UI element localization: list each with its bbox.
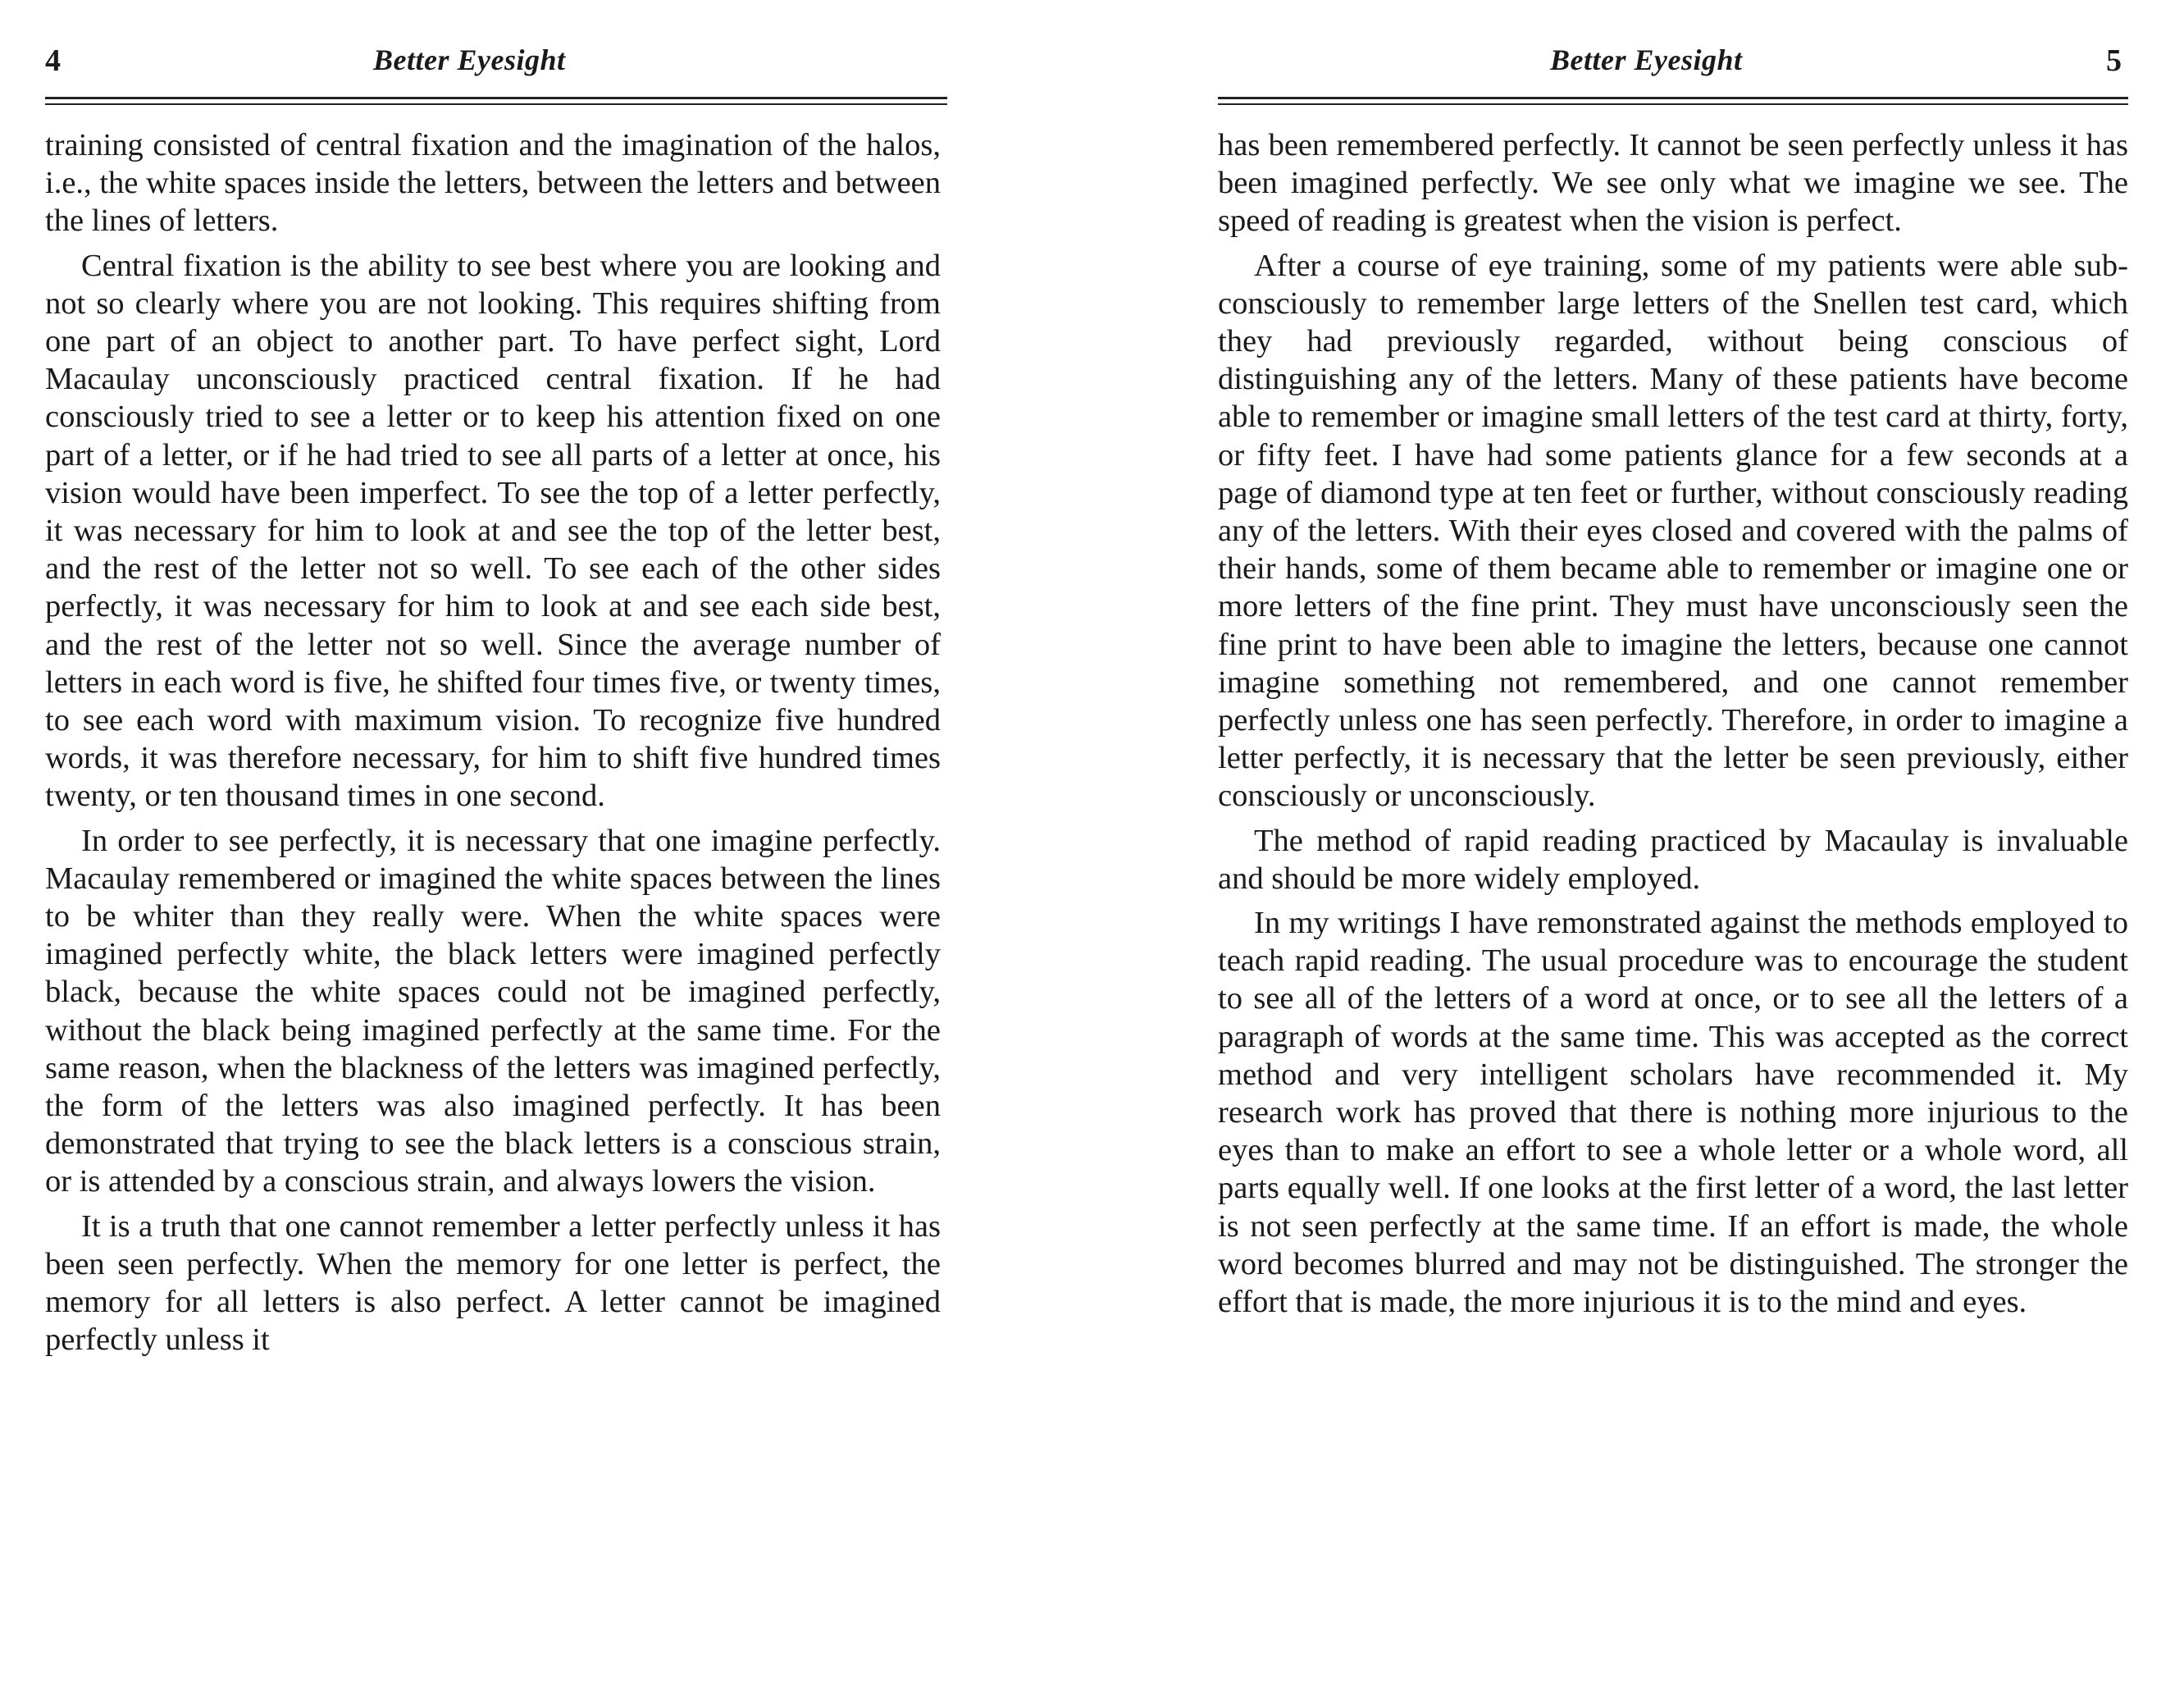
left-running-head (45, 43, 947, 92)
left-paragraph-1: training consisted of central fixation and the imagination of the halos, i.e., the white spaces inside the letters, between the letters and between the lines of letters. (45, 128, 941, 239)
right-body-text (1218, 126, 2128, 1321)
right-paragraph-4: In my writings I have remonstrated against the methods employed to teach rapid reading. The usual procedure was to encourage the student to see all of the letters of a word at once, or to see all the letters of a paragraph of words at the same time. This was accepted as the correct method and very intelligent scholars have recommended it. My research work has proved that there is nothing more injurious to the eyes than to make an effort to see a whole letter or a whole word, all parts equally well. If one looks at the first letter of a word, the last letter is not seen perfectly at the same time. If an effort is made, the whole word becomes blurred and may not be distinguished. The stronger the effort that is made, the more injurious it is to the mind and eyes. (1218, 906, 2128, 1320)
left-paragraph-3: In order to see perfectly, it is necessary that one imagine perfectly. Macaulay remembered or imagined the white spaces between the lines to be whiter than they really were. When the white spaces were imagined perfectly white, the black letters were imagined perfectly black, because the white spaces could not be imagined perfectly, without the black being imagined perfectly at the same time. For the same reason, when the blackness of the letters was imagined perfectly, the form of the letters was also imagined perfectly. It has been demonstrated that trying to see the black letters is a conscious strain, or is attended by a conscious strain, and always lowers the vision. (45, 823, 941, 1199)
left-header-rule (45, 97, 947, 108)
left-page (45, 0, 947, 1708)
left-page-number: 4 (45, 43, 61, 78)
right-page (1218, 0, 2128, 1708)
left-running-head-title: Better Eyesight (373, 43, 566, 76)
right-header-rule (1218, 97, 2128, 108)
right-paragraph-1: has been remembered perfectly. It cannot be seen perfectly unless it has been imagined perfectly. We see only what we imagine we see. The speed of reading is greatest when the vision is perfect. (1218, 128, 2128, 239)
left-body-text (45, 126, 947, 1359)
right-running-head-title: Better Eyesight (1550, 43, 1743, 76)
right-page-number: 5 (2106, 43, 2122, 78)
left-paragraph-4: It is a truth that one cannot remember a letter perfectly unless it has been seen perfectly. When the memory for one letter is perfect, the memory for all letters is also perfect. A letter cannot be imagined perfectly unless it (45, 1208, 941, 1358)
right-paragraph-2: After a course of eye training, some of my patients were able sub-consciously to remember large letters of the Snellen test card, which they had previously regarded, without being conscious of distinguishing any of the letters. Many of these patients have become able to remember or imagine small letters of the test card at thirty, forty, or fifty feet. I have had some patients glance for a few seconds at a page of diamond type at ten feet or further, without consciously reading any of the letters. With their eyes closed and covered with the palms of their hands, some of them became able to remember or imagine one or more letters of the fine print. They must have unconsciously seen the fine print to have been able to imagine the letters, because one cannot imagine something not remembered, and one cannot remember perfectly unless one has seen perfectly. Therefore, in order to imagine a letter perfectly, it is necessary that the letter be seen previously, either consciously or unconsciously. (1218, 248, 2128, 814)
right-running-head (1218, 43, 2128, 92)
right-paragraph-3: The method of rapid reading practiced by Macaulay is invaluable and should be more widely employed. (1218, 823, 2128, 896)
left-paragraph-2: Central fixation is the ability to see best where you are looking and not so clearly where you are not looking. This requires shifting from one part of an object to another part. To have perfect sight, Lord Macaulay unconsciously practiced central fixation. If he had consciously tried to see a letter or to keep his attention fixed on one part of a letter, or if he had tried to see all parts of a letter at once, his vision would have been imperfect. To see the top of a letter perfectly, it was necessary for him to look at and see the top of the letter best, and the rest of the letter not so well. To see each of the other sides perfectly, it was necessary for him to look at and see each side best, and the rest of the letter not so well. Since the average number of letters in each word is five, he shifted four times five, or twenty times, to see each word with maximum vision. To recognize five hundred words, it was therefore necessary, for him to shift five hundred times twenty, or ten thousand times in one second. (45, 248, 941, 814)
